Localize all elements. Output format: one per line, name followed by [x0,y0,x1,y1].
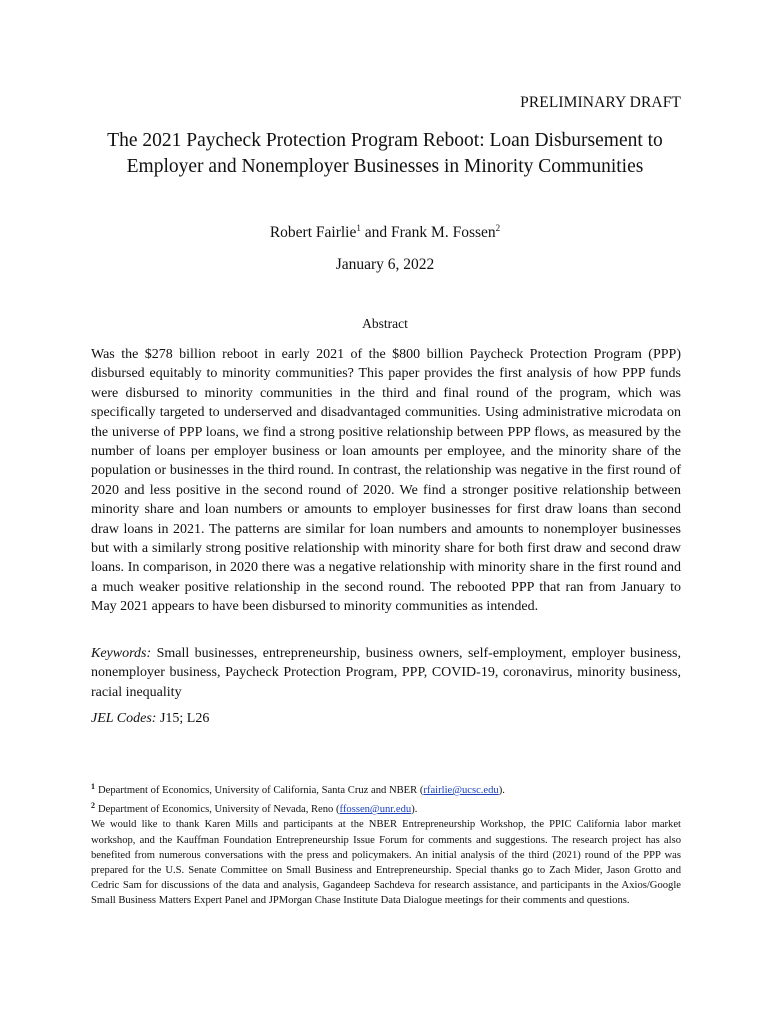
footnote-2-text: Department of Economics, University of Nevada, Reno ( [98,804,340,816]
paper-date: January 6, 2022 [335,256,435,273]
footnote-1-text: Department of Economics, University of California, Santa Cruz and NBER ( [98,785,424,796]
draft-label: PRELIMINARY DRAFT [520,94,681,111]
footnote-1-mark: 1 [91,782,95,791]
footnote-2 [91,798,681,817]
footnote-2-email-link[interactable]: ffossen@unr.edu [339,804,412,816]
footnote-1-close: ). [498,785,505,796]
author-2-footnote-mark: 2 [495,223,501,233]
title-line-2: Employer and Nonemployer Businesses in Minority Communities [126,156,644,177]
author-1: Robert Fairlie [269,224,357,241]
footnote-1 [91,779,681,798]
author-1-footnote-mark: 1 [356,223,361,233]
jel-codes [91,711,681,727]
title-line-1: The 2021 Paycheck Protection Program Reboot: Loan Disbursement to [107,130,663,151]
footnote-2-mark: 2 [91,801,95,811]
jel-text: J15; L26 [156,711,210,726]
author-2: Frank M. Fossen [391,224,496,241]
acknowledgment: We would like to thank Karen Mills and participants at the NBER Entrepreneurship Workshop, the PPIC California labor market workshop, and the Kauffman Foundation Entrepreneurship Issue Forum for comments and suggestions. The research project has also benefited from numerous conversations with the press and policymakers. An initial analysis of the third (2021) round of the PPP was prepared for the U.S. Senate Committee on Small Business and Entrepreneurship. Special thanks go to Zach Mider, Jason Grotto and Cedric Sam for discussions of the data and analysis, Gagandeep Sachdeva for research assistance, and participants in the Axios/Google Small Business Matters Expert Panel and JPMorgan Chase Institute Data Dialogue meetings for their comments and questions. [91,819,681,907]
keywords-label: Keywords: [91,646,152,661]
footnote-2-close: ). [411,804,418,816]
author-line [0,223,770,242]
abstract-heading: Abstract [362,316,408,331]
footnote-1-email-link[interactable]: rfairlie@ucsc.edu [423,785,499,796]
abstract-body: Was the $278 billion reboot in early 2021 of the $800 billion Paycheck Protection Program (PPP) disbursed equitably to minority communities? This paper provides the first analysis of how PPP funds were disbursed to minority communities in the third and final round of the program, which was specifically targeted to underserved and disadvantaged communities. Using administrative microdata on the universe of PPP loans, we find a strong positive relationship between PPP flows, as measured by the number of loans per employer business or loan amounts per employee, and the minority share of the population or businesses in the third round. In contrast, the relationship was negative in the first round of 2020 and less positive in the second round of 2020. We find a stronger positive relationship between minority share and loan numbers or amounts to employer businesses for first draw loans than second draw loans in 2021. The patterns are similar for loan numbers and amounts to nonemployer businesses but with a similarly strong positive relationship with minority share for both first draw and second draw loans. In comparison, in 2020 there was a negative relationship with minority share in the first round and a much weaker positive relationship in the second round. The rebooted PPP that ran from January to May 2021 appears to have been disbursed to minority communities as intended. [91,347,681,615]
paper-title [60,128,710,180]
author-conjunction: and [360,224,392,241]
footnotes [91,779,681,909]
jel-label: JEL Codes: [91,711,157,726]
keywords-text: Small businesses, entrepreneurship, business owners, self-employment, employer business, nonemployer business, Paycheck Protection Program, PPP, COVID-19, coronavirus, minority business, racial inequality [91,646,681,700]
keywords [91,644,681,702]
